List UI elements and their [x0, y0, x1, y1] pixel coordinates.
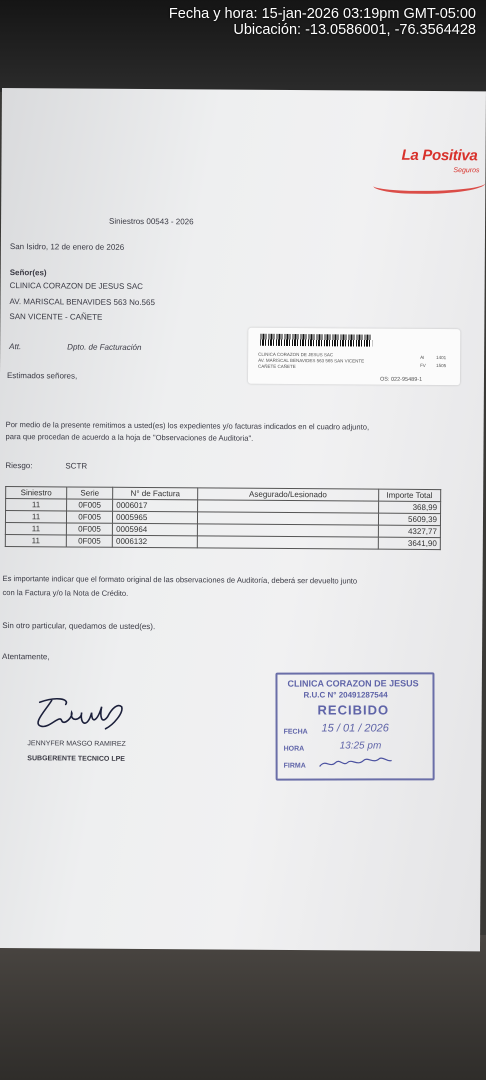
cell-serie: 0F005	[66, 535, 112, 547]
addressee-line-2: AV. MARISCAL BENAVIDES 563 No.565	[9, 297, 155, 308]
handwritten-signature	[25, 694, 135, 735]
cell-serie: 0F005	[66, 523, 112, 535]
att-value: Dpto. de Facturación	[67, 342, 142, 352]
company-logo: La Positiva	[401, 146, 478, 165]
cell-siniestro: 11	[5, 523, 66, 535]
cell-factura: 0005965	[113, 511, 198, 524]
cell-importe: 368,99	[378, 501, 441, 513]
barcode-icon	[260, 334, 372, 347]
salutation-title: Señor(es)	[9, 268, 47, 278]
col-importe: Importe Total	[378, 489, 441, 501]
invoice-table	[5, 486, 441, 550]
label-line-1: CLINICA CORAZON DE JESUS SAC	[258, 351, 334, 358]
label-os-number: OS: 022-95489-1	[379, 376, 423, 383]
place-date: San Isidro, 12 de enero de 2026	[9, 242, 125, 252]
address-label-sticker	[248, 328, 460, 385]
signer-name: JENNYFER MASGO RAMIREZ	[27, 740, 126, 748]
cell-factura: 0005964	[113, 523, 198, 536]
cell-serie: 0F005	[67, 499, 113, 511]
col-serie: Serie	[67, 487, 113, 499]
signer-title: SUBGERENTE TECNICO LPE	[27, 755, 125, 763]
body-line-2: para que procedan de acuerdo a la hoja de "Observaciones de Auditoria".	[5, 432, 254, 443]
stamp-hora-label: HORA	[283, 745, 305, 753]
received-stamp	[275, 672, 434, 780]
logo-swoosh-icon	[373, 175, 485, 195]
closing-line-2: Atentamente,	[1, 652, 50, 662]
label-code-ai: AI	[420, 354, 425, 360]
cell-factura: 0006017	[113, 499, 198, 512]
note-line-2: con la Factura y/o la Nota de Crédito.	[2, 588, 129, 598]
label-code-fv-value: 1505	[436, 363, 447, 369]
cell-asegurado	[197, 536, 378, 549]
col-siniestro: Siniestro	[6, 487, 67, 499]
cell-importe: 5609,39	[378, 513, 441, 525]
stamp-firma-label: FIRMA	[283, 762, 306, 770]
photo-bottom-background	[0, 935, 486, 1080]
label-code-ai-value: 1401	[436, 355, 447, 361]
letter-document	[0, 88, 486, 951]
cell-importe: 3641,90	[378, 537, 441, 549]
greeting: Estimados señores,	[6, 371, 78, 381]
riesgo-value: SCTR	[65, 461, 88, 471]
riesgo-label: Riesgo:	[5, 461, 33, 471]
stamp-line-2: R.U.C N° 20491287544	[303, 690, 388, 700]
stamp-line-1: CLINICA CORAZON DE JESUS	[287, 678, 419, 689]
att-label: Att.	[9, 342, 22, 352]
stamp-hora-value: 13:25 pm	[339, 740, 382, 752]
col-asegurado: Asegurado/Lesionado	[198, 488, 379, 501]
reference-number: Siniestros 00543 - 2026	[109, 216, 194, 227]
col-factura: N° de Factura	[113, 487, 198, 500]
location-text: Ubicación: -13.0586001, -76.3564428	[233, 22, 476, 38]
datetime-text: Fecha y hora: 15-jan-2026 03:19pm GMT-05:00	[168, 6, 476, 22]
cell-siniestro: 11	[6, 499, 67, 511]
cell-factura: 0006132	[112, 535, 197, 548]
cell-siniestro: 11	[5, 511, 66, 523]
cell-importe: 4327,77	[378, 525, 441, 537]
company-logo-sub: Seguros	[453, 167, 480, 175]
photo-metadata-overlay	[169, 6, 476, 38]
table-row	[5, 535, 440, 550]
cell-siniestro: 11	[5, 535, 66, 547]
stamp-fecha-label: FECHA	[283, 728, 308, 736]
stamp-signature	[318, 754, 394, 770]
label-code-fv: FV	[420, 362, 426, 368]
body-line-1: Por medio de la presente remitimos a usted(es) los expedientes y/o facturas indicados en el cuadro adjunto,	[5, 420, 370, 432]
label-line-3: CAÑETE CAÑETE	[258, 363, 296, 370]
label-line-2: AV. MARISCAL BENAVIDES 563 565 SAN VICENTE	[258, 357, 365, 364]
note-line-1: Es importante indicar que el formato original de las observaciones de Auditoría, deberá ser devuelto junto	[2, 574, 358, 586]
addressee-line-1: CLINICA CORAZON DE JESUS SAC	[9, 281, 144, 291]
cell-serie: 0F005	[66, 511, 112, 523]
stamp-fecha-value: 15 / 01 / 2026	[321, 722, 389, 735]
addressee-line-3: SAN VICENTE - CAÑETE	[9, 312, 103, 322]
stamp-line-3: RECIBIDO	[317, 702, 390, 718]
closing-line-1: Sin otro particular, quedamos de usted(es).	[2, 621, 156, 632]
